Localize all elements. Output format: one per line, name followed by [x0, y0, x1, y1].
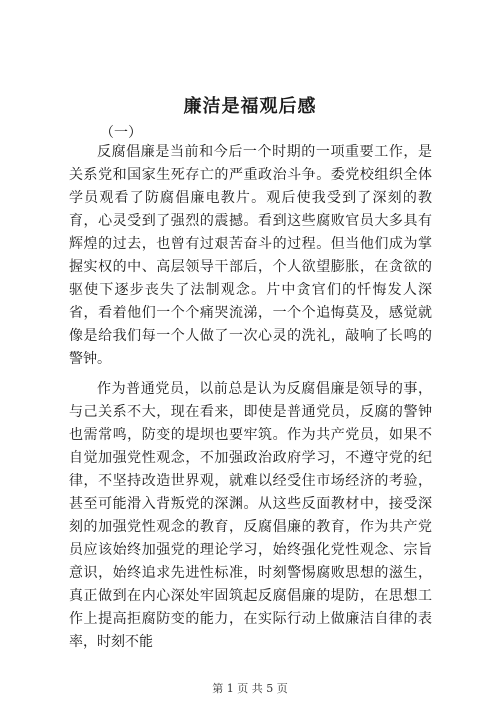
- paragraph: 反腐倡廉是当前和今后一个时期的一项重要工作，是关系党和国家生死存亡的严重政治斗争。委党校组织全体学员观看了防腐倡廉电教片。观后使我受到了深刻的教育，心灵受到了强烈的震撼。看到这些腐败官员大多具有辉煌的过去，也曾有过艰苦奋斗的过程。但当他们成为掌握实权的中、高层领导干部后，个人欲望膨胀，在贪欲的驱使下逐步丧失了法制观念。片中贪官们的忏悔发人深省，看着他们一个个痛哭流涕，一个个追悔莫及，感觉就像是给我们每一个人做了一次心灵的洗礼，敲响了长鸣的警钟。: [69, 144, 432, 367]
- document-title: 廉洁是福观后感: [183, 96, 317, 117]
- paragraph: 作为普通党员，以前总是认为反腐倡廉是领导的事，与己关系不大，现在看来，即使是普通党员，反腐的警钟也需常鸣，防变的堤坝也要牢筑。作为共产党员，如果不自觉加强党性观念，不加强政治政府学习，不遵守党的纪律，不坚持改造世界观，就难以经受住市场经济的考验，甚至可能滑入背叛党的深渊。从这些反面教材中，接受深刻的加强党性观念的教育，反腐倡廉的教育，作为共产党员应该始终加强党的理论学习，始终强化党性观念、宗旨意识，始终追求先进性标准，时刻警惕腐败思想的滋生，真正做到在内心深处牢固筑起反腐倡廉的堤防，在思想工作上提高拒腐防变的能力，在实际行动上做廉洁自律的表率，时刻不能: [69, 381, 432, 650]
- page-footer: 第 1 页 共 5 页: [212, 682, 288, 695]
- section-label: （一）: [100, 125, 142, 141]
- document-body: [69, 141, 432, 661]
